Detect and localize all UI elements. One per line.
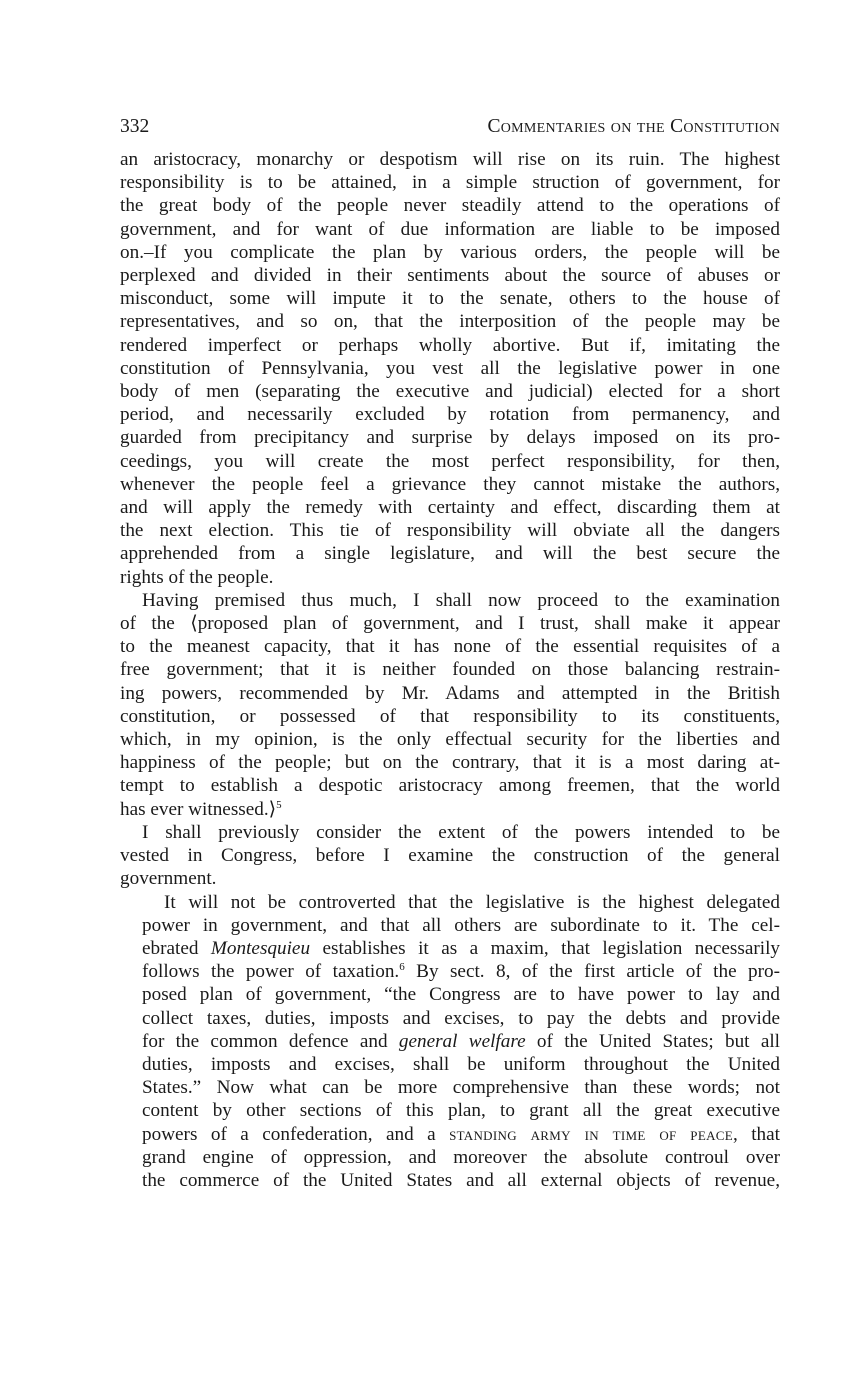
text-line: [120, 380, 780, 403]
text-fragment: for the common defence and: [142, 1030, 399, 1052]
text-fragment: follows the power of taxation.: [142, 961, 400, 983]
text-fragment: responsibility is to be attained, in a simple struction of government, for: [120, 172, 780, 194]
text-line: [120, 682, 780, 705]
text-fragment: apprehended from a single legislature, and will the best secure the: [120, 543, 780, 565]
text-line: [120, 403, 780, 426]
text-fragment: ing powers, recommended by Mr. Adams and attempted in the British: [120, 682, 780, 704]
text-fragment: has ever witnessed.⟩: [120, 798, 277, 820]
text-fragment: establishes it as a maxim, that legislation necessarily: [310, 937, 780, 959]
text-line: [120, 542, 780, 565]
text-fragment: misconduct, some will impute it to the senate, others to the house of: [120, 288, 780, 310]
paragraph: [120, 821, 780, 891]
text-line: [120, 357, 780, 380]
body-text: [120, 148, 780, 1192]
text-line: [120, 496, 780, 519]
smallcaps-standing-army: standing army in time of peace: [449, 1123, 733, 1145]
paragraph: [120, 589, 780, 821]
italic-general-welfare: general welfare: [398, 1030, 526, 1052]
text-line: [120, 194, 780, 217]
text-fragment: By sect. 8, of the first article of the pro-: [404, 961, 780, 983]
text-line: [120, 1030, 780, 1053]
text-line: [120, 1123, 780, 1146]
text-fragment: representatives, and so on, that the interposition of the people may be: [120, 311, 780, 333]
text-fragment: the next election. This tie of responsibility will obviate all the dangers: [120, 520, 780, 542]
text-line: [120, 705, 780, 728]
text-line: [120, 751, 780, 774]
text-fragment: which, in my opinion, is the only effectual security for the liberties and: [120, 729, 780, 751]
text-fragment: of the ⟨proposed plan of government, and I trust, shall make it appear: [120, 613, 780, 635]
text-line: [120, 589, 780, 612]
text-fragment: powers of a confederation, and a: [142, 1123, 450, 1145]
text-fragment: period, and necessarily excluded by rotation from permanency, and: [120, 404, 780, 426]
text-line: [120, 612, 780, 635]
book-page: [120, 116, 780, 1192]
text-line: [120, 148, 780, 171]
text-line: duties, imposts and excises, shall be uniform throughout the United: [142, 1053, 780, 1075]
text-fragment: rights of the people.: [120, 566, 274, 588]
text-fragment: ceedings, you will create the most perfect responsibility, for then,: [120, 450, 780, 472]
text-line: [120, 519, 780, 542]
paragraph-taxation: [120, 891, 780, 1193]
text-fragment: Having premised thus much, I shall now proceed to the examination: [142, 589, 780, 611]
text-fragment: to the meanest capacity, that it has none of the essential requisites of a: [120, 636, 780, 658]
text-line: posed plan of government, “the Congress are to have power to lay and: [142, 984, 780, 1006]
text-line: [120, 821, 780, 844]
running-head: [120, 116, 780, 148]
text-line: [120, 844, 780, 867]
text-line: [120, 310, 780, 333]
text-fragment: the great body of the people never steadily attend to the operations of: [120, 195, 780, 217]
text-fragment: and will apply the remedy with certainty and effect, discarding them at: [120, 497, 780, 519]
text-fragment: free government; that it is neither founded on those balancing restrain-: [120, 659, 780, 681]
text-line: [120, 867, 780, 890]
text-line: collect taxes, duties, imposts and excises, to pay the debts and provide: [142, 1007, 780, 1029]
italic-name-montesquieu: Montesquieu: [210, 937, 311, 959]
text-fragment: constitution, or possessed of that responsibility to its constituents,: [120, 705, 780, 727]
text-fragment: guarded from precipitancy and surprise by delays imposed on its pro-: [120, 427, 780, 449]
text-line: content by other sections of this plan, to grant all the great executive: [142, 1100, 780, 1122]
text-fragment: perplexed and divided in their sentiments about the source of abuses or: [120, 265, 780, 287]
text-line: [120, 218, 780, 241]
text-line: [120, 798, 780, 821]
text-line: [120, 450, 780, 473]
text-fragment: vested in Congress, before I examine the construction of the general: [120, 845, 780, 867]
text-line: [120, 774, 780, 797]
text-fragment: whenever the people feel a grievance they cannot mistake the authors,: [120, 473, 780, 495]
text-fragment: of the United States; but all: [525, 1030, 780, 1052]
text-line: [120, 241, 780, 264]
text-fragment: rendered imperfect or perhaps wholly abortive. But if, imitating the: [120, 334, 780, 356]
text-fragment: , that: [732, 1123, 780, 1145]
text-fragment: happiness of the people; but on the contrary, that it is a most daring at-: [120, 752, 780, 774]
text-line: [120, 960, 780, 983]
text-line: [120, 473, 780, 496]
paragraph: [120, 148, 780, 589]
text-line: [120, 635, 780, 658]
text-line: [120, 566, 780, 589]
text-fragment: ebrated: [142, 937, 211, 959]
text-fragment: on.–If you complicate the plan by various orders, the people will be: [120, 241, 780, 263]
text-line: [120, 334, 780, 357]
text-line: [120, 171, 780, 194]
text-line: [120, 426, 780, 449]
text-fragment: government.: [120, 868, 217, 890]
footnote-ref-6[interactable]: 6: [399, 961, 405, 974]
text-line: power in government, and that all others are subordinate to it. The cel-: [142, 914, 780, 936]
running-title: Commentaries on the Constitution: [487, 116, 780, 137]
text-line: States.” Now what can be more comprehensive than these words; not: [142, 1077, 780, 1099]
text-fragment: an aristocracy, monarchy or despotism will rise on its ruin. The highest: [120, 149, 780, 170]
text-line: It will not be controverted that the legislative is the highest delegated: [164, 891, 780, 913]
text-line: the commerce of the United States and all external objects of revenue,: [142, 1169, 780, 1191]
text-line: [120, 287, 780, 310]
text-fragment: tempt to establish a despotic aristocracy among freemen, that the world: [120, 775, 780, 797]
text-line: [120, 658, 780, 681]
page-number: 332: [120, 116, 150, 137]
text-line: [120, 264, 780, 287]
text-fragment: constitution of Pennsylvania, you vest all the legislative power in one: [120, 357, 780, 379]
text-fragment: government, and for want of due information are liable to be imposed: [120, 218, 780, 240]
text-line: [120, 728, 780, 751]
text-line: grand engine of oppression, and moreover the absolute controul over: [142, 1146, 780, 1168]
text-fragment: body of men (separating the executive and judicial) elected for a short: [120, 381, 780, 403]
text-line: [120, 937, 780, 960]
footnote-ref-5[interactable]: 5: [276, 798, 282, 811]
text-fragment: I shall previously consider the extent of the powers intended to be: [142, 821, 780, 843]
